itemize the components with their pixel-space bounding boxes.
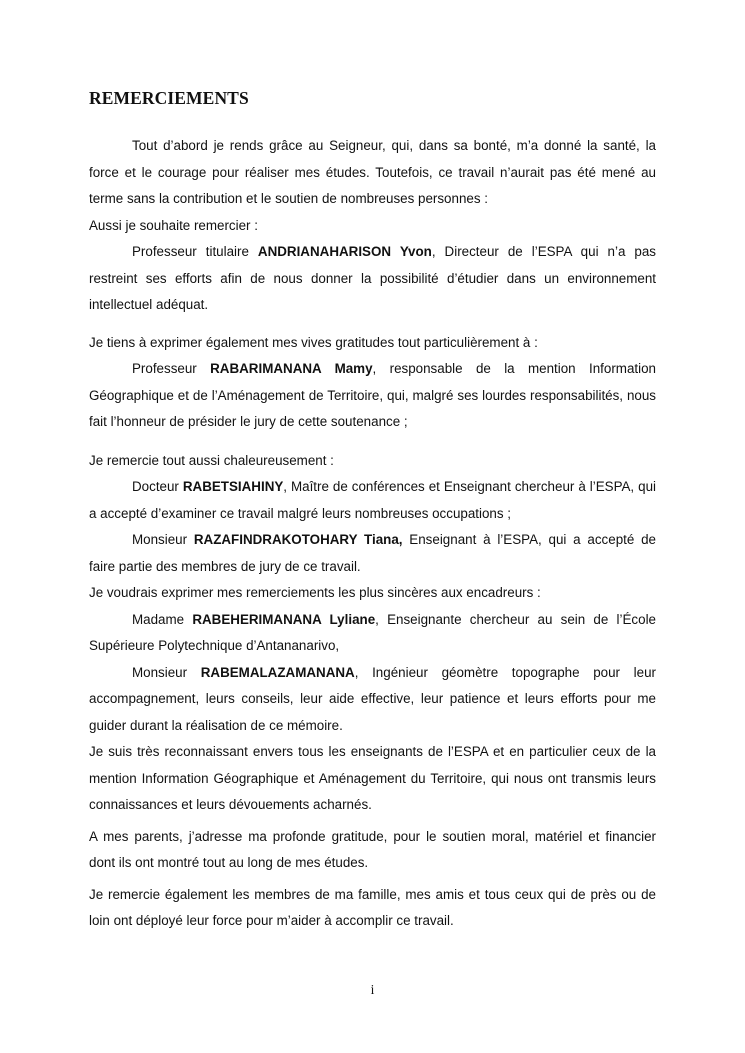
paragraph-supervisor-2 <box>89 660 656 740</box>
president-name: RABARIMANANA Mamy <box>210 361 373 376</box>
president-text: , responsable de la mention Information Géographique et de l’Aménagement de Territoire, qui, malgré ses lourdes responsabilités, nous fait l’honneur de présider le jury de cette soutenance ; <box>89 361 656 429</box>
examiner-prefix: Docteur <box>132 479 183 494</box>
paragraph-supervisor-1 <box>89 607 656 660</box>
supervisor-2-name: RABEMALAZAMANANA <box>200 664 355 680</box>
paragraph-teachers: Je suis très reconnaissant envers tous les enseignants de l’ESPA et en particulier ceux de la mention Information Géographique et Aménagement du Territoire, qui nous ont transmis leurs connaissances et leurs dévouements acharnés. <box>89 744 656 812</box>
paragraph-warm-thanks-lead: Je remercie tout aussi chaleureusement : <box>89 452 334 468</box>
paragraph-intro: Tout d’abord je rends grâce au Seigneur, qui, dans sa bonté, m’a donné la santé, la force et le courage pour réaliser mes études. Toutefois, ce travail n’aurait pas été mené au terme sans la contribution et le soutien de nombreuses personnes : <box>89 138 656 206</box>
paragraph-director <box>89 239 656 319</box>
jury-member-prefix: Monsieur <box>132 532 194 547</box>
examiner-name: RABETSIAHINY <box>182 479 284 494</box>
acknowledgements-body <box>89 133 656 935</box>
supervisor-2-text: , Ingénieur géomètre topographe pour leur accompagnement, leurs conseils, leur aide effective, leur patience et leurs efforts pour me guider durant la réalisation de ce mémoire. <box>89 664 656 733</box>
paragraph-family-friends: Je remercie également les membres de ma famille, mes amis et tous ceux qui de près ou de loin ont déployé leur force pour m’aider à accomplir ce travail. <box>89 886 656 928</box>
paragraph-parents: A mes parents, j’adresse ma profonde gratitude, pour le soutien moral, matériel et financier dont ils ont montré tout au long de mes études. <box>89 828 656 870</box>
director-name: ANDRIANAHARISON Yvon <box>257 244 432 259</box>
paragraph-examiner <box>89 474 656 527</box>
examiner-text: , Maître de conférences et Enseignant chercheur à l’ESPA, qui a accepté d’examiner ce travail malgré leurs nombreuses occupations ; <box>89 479 656 521</box>
paragraph-thanks-lead: Aussi je souhaite remercier : <box>89 217 258 233</box>
paragraph-supervisors-lead: Je voudrais exprimer mes remerciements les plus sincères aux encadreurs : <box>89 585 541 600</box>
paragraph-jury-member <box>89 527 656 580</box>
supervisor-2-prefix: Monsieur <box>132 664 201 680</box>
page-title: REMERCIEMENTS <box>89 88 249 108</box>
supervisor-1-name: RABEHERIMANANA Lyliane <box>192 611 376 627</box>
paragraph-gratitude-lead: Je tiens à exprimer également mes vives gratitudes tout particulièrement à : <box>89 334 538 350</box>
supervisor-1-prefix: Madame <box>132 611 193 627</box>
president-prefix: Professeur <box>132 361 211 376</box>
jury-member-text: Enseignant à l’ESPA, qui a accepté de faire partie des membres de jury de ce travail. <box>89 532 656 574</box>
paragraph-president <box>89 356 656 436</box>
jury-member-name: RAZAFINDRAKOTOHARY Tiana, <box>193 532 403 547</box>
director-text: , Directeur de l’ESPA qui n’a pas restreint ses efforts afin de nous donner la possibilité d’étudier dans un environnement intellectuel adéquat. <box>89 244 657 312</box>
page-number: i <box>370 982 375 997</box>
supervisor-1-text: , Enseignante chercheur au sein de l’École Supérieure Polytechnique d’Antananarivo, <box>89 611 656 653</box>
director-prefix: Professeur titulaire <box>132 244 258 259</box>
